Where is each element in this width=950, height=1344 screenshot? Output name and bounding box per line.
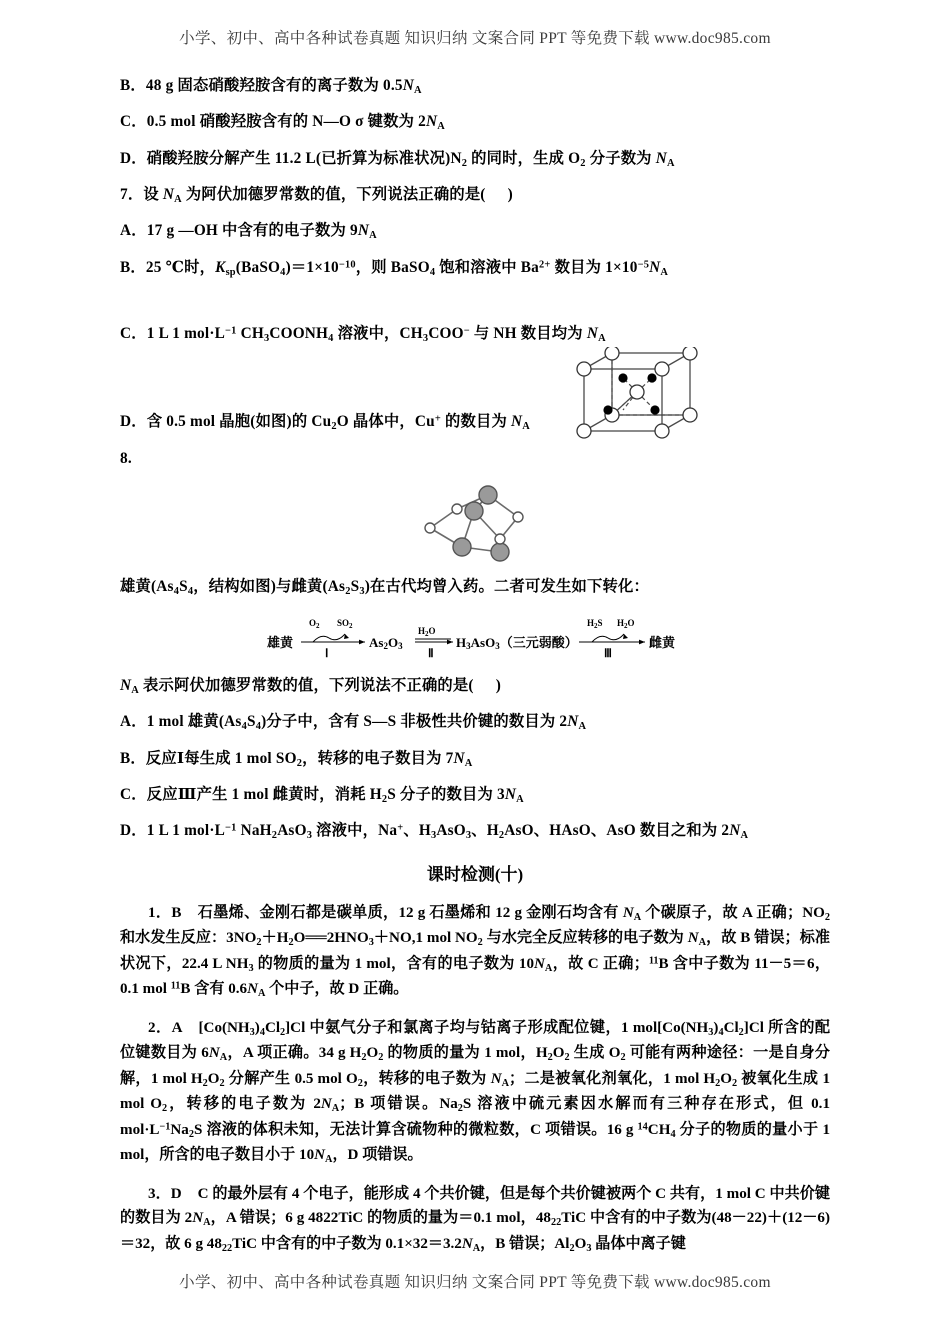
answer-item-3 bbox=[120, 1182, 830, 1257]
q8-number: 8. bbox=[120, 449, 132, 467]
answer-2-text: $[Co(NH_3)_4Cl_2]Cl$ 中氨气分子和氯离子均与钴离子形成配位键，1 $mol[Co(NH_3)_4Cl_2]Cl$ 所含的配位键数目为 $6N_A$，A 项正确。34 g $H_2O_2$ 的物质的量为 1 mol，$H_2O_2$ 生成 $O_2$ 可能有两种途径：一是自身分解，1 mol $H_2O_2$ 分解产生 0.5 mol $O_2$，转移的电子数为 $N_A$；二是被氧化剂氧化，1 mol $H_2O_2$ 被氧化生成 1 mol $O_2$，转移的电子数为 $2N_A$；B 项错误。$Na_2S$ 溶液中硫元素因水解而有三种存在形式，但 0.1 $mol\cdot L^{-1}Na_2S$ 溶液的体积未知，无法计算含硫物种的微粒数，C 项错误。16 g $^{14}CH_4$ 分子的物质的量小于 1 mol，所含的电子数目小于 $10N_A$，D 项错误。 bbox=[120, 1019, 831, 1166]
q6-option-c-text: C．0.5 mol 硝酸羟胺含有的 N—O σ 键数为 $2N_A$ bbox=[120, 113, 446, 133]
q7-option-b-text: B．25 ℃时，$K_{sp}(BaSO_4)=1\times 10^{-10}$，则 BaSO$_4$ 饱和溶液中 $Ba^{2+}$ 数目为 $1\times 10^{-5}N_A$ bbox=[120, 258, 669, 278]
answer-1-letter: B bbox=[171, 904, 182, 921]
q7-stem-text: 7．设 $N_A$ 为阿伏加德罗常数的值，下列说法正确的是( ) bbox=[120, 185, 513, 205]
reaction-above-2: $H_2O$ bbox=[418, 626, 436, 639]
q6-option-d-text: D．硝酸羟胺分解产生 11.2 L(已折算为标准状况)$N_2$ 的同时，生成 $O_2$ 分子数为 $N_A$ bbox=[120, 149, 675, 169]
header-watermark: 小学、初中、高中各种试卷真题 知识归纳 文案合同 PPT 等免费下载 www.doc985.com bbox=[179, 30, 771, 47]
inner-atom bbox=[603, 405, 612, 414]
q8-option-c-text: C．反应Ⅲ产生 1 mol 雌黄时，消耗 $H_2S$ 分子的数目为 $3N_A$ bbox=[120, 786, 524, 805]
inner-atom bbox=[618, 373, 627, 382]
corner-atom bbox=[577, 362, 591, 376]
corner-atom bbox=[683, 347, 697, 360]
q7-option-d-text: D．含 0.5 mol 晶胞(如图)的 $Cu_2O$ 晶体中，Cu+ 的数目为 $N_A$ bbox=[120, 413, 530, 433]
q8-intro-text: 雄黄($As_4S_4$，结构如图)与雌黄$(As_2S_3)$在古代均曾入药。二者可发生如下转化： bbox=[120, 577, 649, 597]
answer-2-letter: A bbox=[171, 1019, 183, 1036]
q8-option-d-text: D．1 L 1 $mol\cdot L^{-1}$ NaH$_2$AsO$_3$ 溶液中，Na+、$H_3AsO_3$、$H_2AsO$、HAsO、AsO 数目之和为 $2N_A$ bbox=[120, 822, 749, 842]
q8-option-a bbox=[120, 714, 830, 732]
q7-option-c bbox=[120, 326, 830, 344]
corner-atom bbox=[577, 424, 591, 438]
reaction-in-1: $O_2$ bbox=[309, 618, 320, 631]
document-content bbox=[120, 48, 830, 1257]
q7-option-b bbox=[120, 260, 830, 278]
q7-option-a bbox=[120, 223, 830, 241]
center-atom bbox=[630, 385, 644, 399]
inner-atom bbox=[650, 405, 659, 414]
answer-3-letter: D bbox=[170, 1185, 182, 1202]
cu2o-unit-cell-diagram bbox=[560, 347, 710, 447]
answer-3-number: 3． bbox=[148, 1185, 171, 1202]
corner-atom bbox=[605, 347, 619, 360]
reaction-out-1: $SO_2$ bbox=[337, 618, 353, 631]
reaction-in-3: $H_2S$ bbox=[587, 618, 603, 631]
reaction-scheme-svg bbox=[265, 615, 685, 661]
answers-section-title: 课时检测(十) bbox=[426, 864, 524, 884]
answer-item-1 bbox=[120, 901, 830, 1003]
q7-option-a-text: A．17 g —OH 中含有的电子数为 $9N_A$ bbox=[120, 222, 377, 242]
q8-option-b bbox=[120, 751, 830, 769]
q8-stem-text: $N_A$ 表示阿伏加德罗常数的值，下列说法不正确的是( ) bbox=[120, 677, 502, 697]
q8-option-d bbox=[120, 823, 830, 841]
corner-atom bbox=[683, 408, 697, 422]
reaction-product-2: H3AsO3（三元弱酸） bbox=[456, 635, 578, 652]
q8-option-c bbox=[120, 787, 830, 805]
q8-option-a-text: A．1 mol 雄黄$(As_4S_4)$分子中，含有 S—S 非极性共价键的数目为 $2N_A$ bbox=[120, 713, 587, 733]
q6-option-c bbox=[120, 114, 830, 132]
reaction-end: 雌黄 bbox=[649, 635, 676, 651]
reaction-roman-1: Ⅰ bbox=[325, 648, 329, 661]
cu2o-unit-cell-svg bbox=[560, 347, 710, 447]
q7-option-d bbox=[120, 414, 830, 432]
q8-option-b-text: B．反应Ⅰ每生成 1 mol $SO_2$，转移的电子数目为 $7N_A$ bbox=[120, 749, 473, 769]
reaction-out-3: $H_2O$ bbox=[617, 618, 635, 631]
answer-2-number: 2． bbox=[148, 1019, 172, 1036]
corner-atom bbox=[655, 362, 669, 376]
answer-item-2 bbox=[120, 1016, 830, 1169]
q7-stem bbox=[120, 187, 830, 205]
corner-atom bbox=[655, 424, 669, 438]
q7-option-c-text: C．1 L 1 $mol\cdot L^{-1}$ $CH_3COONH_4$ 溶液中，$CH_3COO^-$ 与 NH 数目均为 $N_A$ bbox=[120, 324, 606, 344]
answer-1-number: 1． bbox=[148, 904, 172, 921]
footer-watermark: 小学、初中、高中各种试卷真题 知识归纳 文案合同 PPT 等免费下载 www.doc985.com bbox=[179, 1274, 771, 1291]
answer-3-text: C 的最外层有 4 个电子，能形成 4 个共价键，但是每个共价键被两个 C 共有，1 mol C 中共价键的数目为 $2N_A$，A 错误；6 g 4822TiC 的物质的量为＝0.1 mol，$48_{22}TiC$ 中含有的中子数为(48－22)＋(12－6)＝32，故 6 g $48_{22}TiC$ 中含有的中子数为 $0.1\times 32=3.2N_A$，B 错误；$Al_2O_3$ 晶体中离子键 bbox=[120, 1185, 830, 1254]
reaction-scheme bbox=[120, 615, 830, 666]
inner-atom bbox=[647, 373, 656, 382]
as4s4-molecule-diagram bbox=[120, 484, 830, 569]
q6-option-b bbox=[120, 78, 830, 96]
reaction-product-1: As2O3 bbox=[369, 635, 403, 652]
q8-intro bbox=[120, 579, 830, 597]
q6-option-b-text: B．48 g 固态硝酸羟胺含有的离子数为 $0.5N_A$ bbox=[120, 77, 422, 96]
q6-option-d bbox=[120, 151, 830, 169]
reaction-roman-3: Ⅲ bbox=[604, 648, 612, 661]
as4s4-svg bbox=[400, 484, 550, 564]
q8-stem bbox=[120, 678, 830, 696]
reaction-roman-2: Ⅱ bbox=[428, 648, 434, 661]
reaction-start: 雄黄 bbox=[267, 635, 294, 651]
answer-1-text: 石墨烯、金刚石都是碳单质，12 g 石墨烯和 12 g 金刚石均含有 $N_A$ 个碳原子，故 A 正确；$NO_2$ 和水发生反应：$3NO_2+H_2O══2HNO_3+NO,1$ mol $NO_2$ 与水完全反应转移的电子数为 $N_A$，故 B 错误；标准状况下，22.4 L $NH_3$ 的物质的量为 1 mol，含有的电子数为 $10N_A$，故 C 正确；$^{11}$B 含中子数为 11－5＝6，0.1 mol $^{11}$B 含有 $0.6N_A$ 个中子，故 D 正确。 bbox=[120, 904, 830, 1000]
